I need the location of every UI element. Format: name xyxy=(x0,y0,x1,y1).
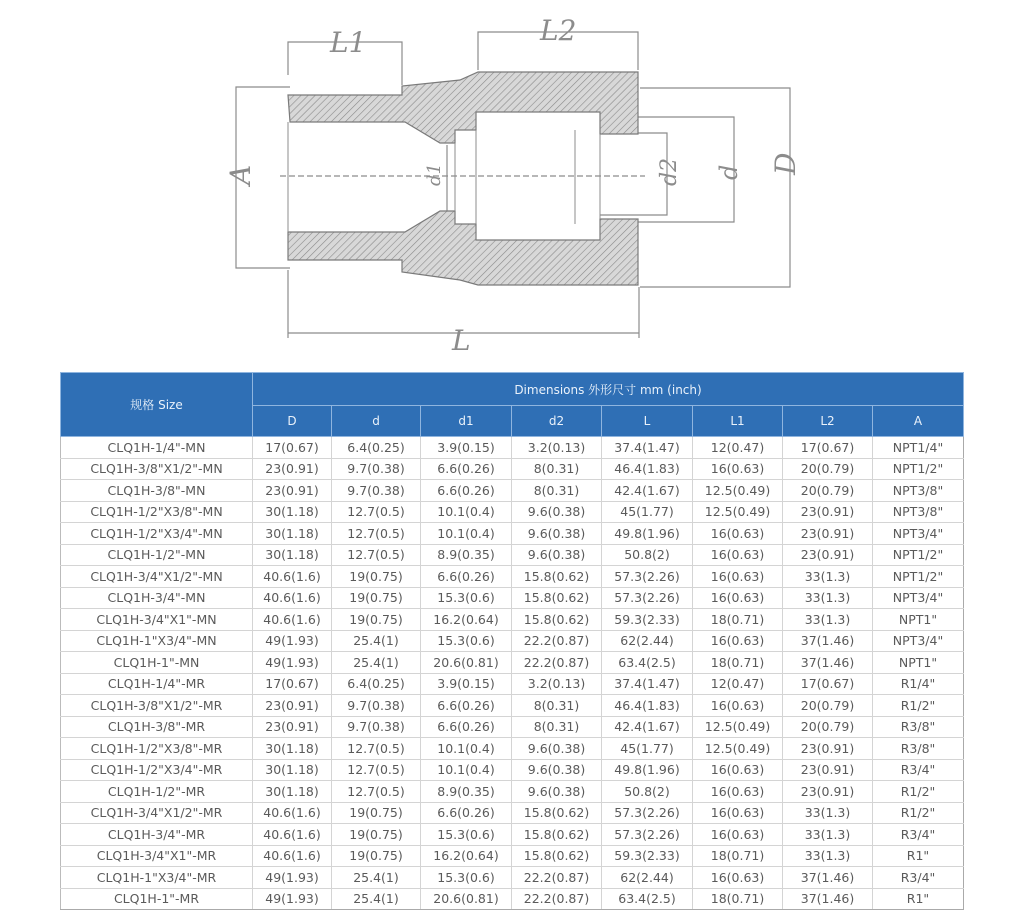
size-cell: CLQ1H-1"-MR xyxy=(61,888,253,910)
dimension-cell: 18(0.71) xyxy=(693,652,783,674)
dimension-cell: 9.6(0.38) xyxy=(512,523,602,545)
dimension-cell: 3.2(0.13) xyxy=(512,673,602,695)
size-cell: CLQ1H-3/4"X1/2"-MN xyxy=(61,566,253,588)
dimension-cell: 20(0.79) xyxy=(783,695,873,717)
dimension-cell: 37(1.46) xyxy=(783,888,873,910)
dimension-cell: 23(0.91) xyxy=(253,480,332,502)
table-row xyxy=(61,437,964,459)
size-cell: CLQ1H-3/4"-MN xyxy=(61,587,253,609)
dimension-cell: 15.8(0.62) xyxy=(512,587,602,609)
dimension-cell: R3/4" xyxy=(873,759,964,781)
dimension-cell: 30(1.18) xyxy=(253,738,332,760)
dimension-cell: 15.3(0.6) xyxy=(421,587,512,609)
dimension-cell: R3/8" xyxy=(873,716,964,738)
dimension-cell: 19(0.75) xyxy=(332,587,421,609)
dimension-cell: 16(0.63) xyxy=(693,458,783,480)
dimension-cell: 16(0.63) xyxy=(693,802,783,824)
size-cell: CLQ1H-1"X3/4"-MR xyxy=(61,867,253,889)
dimension-cell: 6.6(0.26) xyxy=(421,802,512,824)
dimension-cell: 45(1.77) xyxy=(602,501,693,523)
dimension-cell: 12.7(0.5) xyxy=(332,501,421,523)
dimension-cell: NPT1/4" xyxy=(873,437,964,459)
dimension-cell: R3/4" xyxy=(873,824,964,846)
table-row xyxy=(61,802,964,824)
label-d1: d1 xyxy=(424,163,445,186)
dimension-cell: 57.3(2.26) xyxy=(602,824,693,846)
dimension-cell: 3.9(0.15) xyxy=(421,673,512,695)
dimension-cell: 12.7(0.5) xyxy=(332,738,421,760)
dimension-cell: 33(1.3) xyxy=(783,824,873,846)
dimension-cell: 30(1.18) xyxy=(253,781,332,803)
dimension-cell: 62(2.44) xyxy=(602,630,693,652)
dimension-cell: 20.6(0.81) xyxy=(421,652,512,674)
size-cell: CLQ1H-3/8"-MN xyxy=(61,480,253,502)
size-cell: CLQ1H-3/4"-MR xyxy=(61,824,253,846)
dimension-cell: 17(0.67) xyxy=(253,437,332,459)
column-header-d: D xyxy=(253,406,332,437)
dimension-cell: 18(0.71) xyxy=(693,609,783,631)
dimension-cell: 12(0.47) xyxy=(693,673,783,695)
dimension-cell: 15.8(0.62) xyxy=(512,845,602,867)
size-cell: CLQ1H-1/2"-MN xyxy=(61,544,253,566)
label-d: d xyxy=(715,164,743,180)
dimension-cell: 23(0.91) xyxy=(783,501,873,523)
dimension-cell: 12.5(0.49) xyxy=(693,738,783,760)
dimension-cell: 15.8(0.62) xyxy=(512,609,602,631)
dimension-cell: 37(1.46) xyxy=(783,630,873,652)
table-row xyxy=(61,609,964,631)
dimension-cell: 59.3(2.33) xyxy=(602,845,693,867)
dimension-cell: 33(1.3) xyxy=(783,845,873,867)
size-cell: CLQ1H-3/8"-MR xyxy=(61,716,253,738)
dimension-cell: 17(0.67) xyxy=(783,673,873,695)
dimension-cell: 50.8(2) xyxy=(602,544,693,566)
dimension-cell: 9.6(0.38) xyxy=(512,781,602,803)
dimension-cell: NPT1/2" xyxy=(873,458,964,480)
dimension-cell: R1/2" xyxy=(873,781,964,803)
dimension-cell: 10.1(0.4) xyxy=(421,523,512,545)
dimension-cell: 33(1.3) xyxy=(783,587,873,609)
column-header-l: L xyxy=(602,406,693,437)
dimensions-group-header: Dimensions 外形尺寸 mm (inch) xyxy=(253,373,964,406)
dimension-cell: 59.3(2.33) xyxy=(602,609,693,631)
dimension-cell: 9.6(0.38) xyxy=(512,759,602,781)
dimension-cell: 16.2(0.64) xyxy=(421,845,512,867)
dimension-cell: 15.3(0.6) xyxy=(421,867,512,889)
dimension-cell: R1" xyxy=(873,888,964,910)
dimension-cell: 17(0.67) xyxy=(253,673,332,695)
table-row xyxy=(61,458,964,480)
dimension-cell: 22.2(0.87) xyxy=(512,888,602,910)
size-cell: CLQ1H-1/2"X3/4"-MN xyxy=(61,523,253,545)
dimension-cell: NPT1" xyxy=(873,609,964,631)
dimension-cell: 40.6(1.6) xyxy=(253,587,332,609)
dimension-cell: 9.6(0.38) xyxy=(512,501,602,523)
dimension-cell: 37(1.46) xyxy=(783,867,873,889)
dimension-cell: 8(0.31) xyxy=(512,716,602,738)
dimension-cell: 6.6(0.26) xyxy=(421,695,512,717)
label-L1: L1 xyxy=(330,26,367,59)
dimension-cell: 16(0.63) xyxy=(693,695,783,717)
dimension-cell: 9.7(0.38) xyxy=(332,480,421,502)
dimension-cell: NPT3/8" xyxy=(873,501,964,523)
table-row xyxy=(61,566,964,588)
dimension-cell: 42.4(1.67) xyxy=(602,716,693,738)
dimension-cell: 18(0.71) xyxy=(693,845,783,867)
dimension-cell: 19(0.75) xyxy=(332,824,421,846)
dimension-cell: 6.4(0.25) xyxy=(332,437,421,459)
dimension-cell: 30(1.18) xyxy=(253,501,332,523)
dimension-cell: 16(0.63) xyxy=(693,630,783,652)
dimension-cell: 33(1.3) xyxy=(783,609,873,631)
dimension-cell: 49(1.93) xyxy=(253,888,332,910)
dimension-cell: 10.1(0.4) xyxy=(421,759,512,781)
dimension-cell: 19(0.75) xyxy=(332,566,421,588)
dimension-cell: 42.4(1.67) xyxy=(602,480,693,502)
column-header-a: A xyxy=(873,406,964,437)
dimension-cell: R1" xyxy=(873,845,964,867)
table-row xyxy=(61,695,964,717)
dimension-cell: 10.1(0.4) xyxy=(421,738,512,760)
dimension-cell: NPT3/8" xyxy=(873,480,964,502)
dimension-cell: R3/8" xyxy=(873,738,964,760)
dimension-cell: 8(0.31) xyxy=(512,480,602,502)
dimension-cell: 23(0.91) xyxy=(253,695,332,717)
table-row xyxy=(61,652,964,674)
table-row xyxy=(61,888,964,910)
dimension-cell: 23(0.91) xyxy=(783,781,873,803)
dimension-cell: NPT3/4" xyxy=(873,630,964,652)
dimension-cell: 46.4(1.83) xyxy=(602,695,693,717)
dimension-cell: 23(0.91) xyxy=(783,759,873,781)
dimension-cell: 40.6(1.6) xyxy=(253,566,332,588)
dimension-cell: 9.7(0.38) xyxy=(332,716,421,738)
dimension-cell: 63.4(2.5) xyxy=(602,888,693,910)
dimension-cell: 15.8(0.62) xyxy=(512,802,602,824)
column-header-d2: d2 xyxy=(512,406,602,437)
dimension-cell: 16.2(0.64) xyxy=(421,609,512,631)
dimension-cell: 19(0.75) xyxy=(332,802,421,824)
dimension-cell: NPT1/2" xyxy=(873,544,964,566)
dimension-cell: 49.8(1.96) xyxy=(602,759,693,781)
label-D: D xyxy=(769,152,802,175)
dimension-cell: 33(1.3) xyxy=(783,566,873,588)
dimension-cell: NPT1/2" xyxy=(873,566,964,588)
dimension-cell: 30(1.18) xyxy=(253,544,332,566)
table-row xyxy=(61,759,964,781)
dimension-cell: 16(0.63) xyxy=(693,759,783,781)
dimension-cell: NPT1" xyxy=(873,652,964,674)
table-row xyxy=(61,824,964,846)
dimension-cell: 15.3(0.6) xyxy=(421,630,512,652)
dimension-cell: 3.9(0.15) xyxy=(421,437,512,459)
dimension-cell: 37(1.46) xyxy=(783,652,873,674)
dimension-cell: 23(0.91) xyxy=(783,544,873,566)
dimension-cell: R3/4" xyxy=(873,867,964,889)
dimension-cell: 9.6(0.38) xyxy=(512,738,602,760)
dimension-cell: 22.2(0.87) xyxy=(512,867,602,889)
dimension-cell: 12.7(0.5) xyxy=(332,781,421,803)
dimension-cell: 30(1.18) xyxy=(253,523,332,545)
size-cell: CLQ1H-3/4"X1"-MN xyxy=(61,609,253,631)
table-row xyxy=(61,781,964,803)
dimension-cell: R1/2" xyxy=(873,802,964,824)
dimension-cell: 3.2(0.13) xyxy=(512,437,602,459)
dimension-cell: 40.6(1.6) xyxy=(253,609,332,631)
dimension-cell: 49(1.93) xyxy=(253,867,332,889)
dimension-cell: 33(1.3) xyxy=(783,802,873,824)
fitting-cross-section-drawing xyxy=(0,0,1024,360)
dimension-cell: 57.3(2.26) xyxy=(602,566,693,588)
dimension-cell: 18(0.71) xyxy=(693,888,783,910)
dimension-cell: 16(0.63) xyxy=(693,824,783,846)
dimension-cell: 16(0.63) xyxy=(693,544,783,566)
table-row xyxy=(61,716,964,738)
dimension-cell: 40.6(1.6) xyxy=(253,824,332,846)
dimension-cell: 23(0.91) xyxy=(253,458,332,480)
dimension-cell: 19(0.75) xyxy=(332,609,421,631)
dimension-cell: 50.8(2) xyxy=(602,781,693,803)
dimension-cell: NPT3/4" xyxy=(873,523,964,545)
column-header-l2: L2 xyxy=(783,406,873,437)
dimension-cell: 63.4(2.5) xyxy=(602,652,693,674)
dimension-cell: 10.1(0.4) xyxy=(421,501,512,523)
table-row xyxy=(61,867,964,889)
table-row xyxy=(61,587,964,609)
dimension-cell: 12.7(0.5) xyxy=(332,759,421,781)
dimension-cell: 49(1.93) xyxy=(253,630,332,652)
dimension-cell: 6.6(0.26) xyxy=(421,716,512,738)
table-row xyxy=(61,544,964,566)
dimension-cell: 20(0.79) xyxy=(783,716,873,738)
dimension-cell: 9.6(0.38) xyxy=(512,544,602,566)
label-d2: d2 xyxy=(657,157,682,186)
dimension-cell: 40.6(1.6) xyxy=(253,802,332,824)
dimension-cell: 12.5(0.49) xyxy=(693,480,783,502)
dimension-cell: 20(0.79) xyxy=(783,480,873,502)
table-row xyxy=(61,501,964,523)
dimension-cell: 57.3(2.26) xyxy=(602,802,693,824)
table-row xyxy=(61,480,964,502)
dimension-cell: 49.8(1.96) xyxy=(602,523,693,545)
dimension-cell: 20.6(0.81) xyxy=(421,888,512,910)
dimension-cell: 23(0.91) xyxy=(783,738,873,760)
dimension-cell: 49(1.93) xyxy=(253,652,332,674)
label-A: A xyxy=(224,164,257,185)
size-cell: CLQ1H-1/4"-MN xyxy=(61,437,253,459)
dimension-cell: 6.4(0.25) xyxy=(332,673,421,695)
dimension-cell: 12.5(0.49) xyxy=(693,501,783,523)
dimension-cell: 6.6(0.26) xyxy=(421,480,512,502)
dimension-cell: 15.8(0.62) xyxy=(512,824,602,846)
size-cell: CLQ1H-3/8"X1/2"-MN xyxy=(61,458,253,480)
dimension-cell: 25.4(1) xyxy=(332,888,421,910)
dimension-cell: 22.2(0.87) xyxy=(512,652,602,674)
dimension-cell: 16(0.63) xyxy=(693,587,783,609)
table-row xyxy=(61,738,964,760)
label-L: L xyxy=(452,324,471,357)
dimension-cell: 8(0.31) xyxy=(512,695,602,717)
dimension-cell: 23(0.91) xyxy=(253,716,332,738)
label-L2: L2 xyxy=(540,14,577,47)
size-cell: CLQ1H-1/2"X3/8"-MN xyxy=(61,501,253,523)
column-header-l1: L1 xyxy=(693,406,783,437)
dimension-cell: 23(0.91) xyxy=(783,523,873,545)
dimension-cell: 16(0.63) xyxy=(693,523,783,545)
dimension-cell: 37.4(1.47) xyxy=(602,437,693,459)
table-row xyxy=(61,845,964,867)
dimension-cell: NPT3/4" xyxy=(873,587,964,609)
dimension-cell: 22.2(0.87) xyxy=(512,630,602,652)
dimension-cell: 12.7(0.5) xyxy=(332,544,421,566)
dimension-cell: 17(0.67) xyxy=(783,437,873,459)
dimension-cell: 16(0.63) xyxy=(693,867,783,889)
size-cell: CLQ1H-1"X3/4"-MN xyxy=(61,630,253,652)
dimension-cell: 9.7(0.38) xyxy=(332,695,421,717)
dimension-cell: 6.6(0.26) xyxy=(421,566,512,588)
dimension-cell: 16(0.63) xyxy=(693,566,783,588)
dimensions-table xyxy=(60,372,964,910)
dimension-cell: 12(0.47) xyxy=(693,437,783,459)
size-cell: CLQ1H-1"-MN xyxy=(61,652,253,674)
dimension-cell: 20(0.79) xyxy=(783,458,873,480)
dimension-cell: 16(0.63) xyxy=(693,781,783,803)
dimension-cell: 62(2.44) xyxy=(602,867,693,889)
dimension-cell: R1/2" xyxy=(873,695,964,717)
dimension-cell: 8.9(0.35) xyxy=(421,781,512,803)
dimension-cell: 25.4(1) xyxy=(332,867,421,889)
dimension-cell: 8(0.31) xyxy=(512,458,602,480)
dimension-cell: 19(0.75) xyxy=(332,845,421,867)
size-cell: CLQ1H-1/4"-MR xyxy=(61,673,253,695)
dimension-cell: 12.5(0.49) xyxy=(693,716,783,738)
dimension-cell: 40.6(1.6) xyxy=(253,845,332,867)
dimension-cell: 8.9(0.35) xyxy=(421,544,512,566)
dimension-cell: 25.4(1) xyxy=(332,630,421,652)
size-cell: CLQ1H-1/2"X3/4"-MR xyxy=(61,759,253,781)
dimension-cell: 6.6(0.26) xyxy=(421,458,512,480)
dimension-cell: 15.3(0.6) xyxy=(421,824,512,846)
column-header-d: d xyxy=(332,406,421,437)
column-header-d1: d1 xyxy=(421,406,512,437)
dimension-cell: R1/4" xyxy=(873,673,964,695)
size-cell: CLQ1H-3/4"X1/2"-MR xyxy=(61,802,253,824)
dimension-cell: 9.7(0.38) xyxy=(332,458,421,480)
dimension-cell: 37.4(1.47) xyxy=(602,673,693,695)
dimension-cell: 15.8(0.62) xyxy=(512,566,602,588)
table-row xyxy=(61,673,964,695)
table-row xyxy=(61,523,964,545)
size-cell: CLQ1H-1/2"X3/8"-MR xyxy=(61,738,253,760)
dimension-cell: 30(1.18) xyxy=(253,759,332,781)
dimension-cell: 45(1.77) xyxy=(602,738,693,760)
dimension-cell: 46.4(1.83) xyxy=(602,458,693,480)
dimension-cell: 57.3(2.26) xyxy=(602,587,693,609)
dimension-cell: 25.4(1) xyxy=(332,652,421,674)
dimension-cell: 12.7(0.5) xyxy=(332,523,421,545)
size-cell: CLQ1H-3/8"X1/2"-MR xyxy=(61,695,253,717)
table-row xyxy=(61,630,964,652)
size-cell: CLQ1H-1/2"-MR xyxy=(61,781,253,803)
size-column-header: 规格 Size xyxy=(61,373,253,437)
size-cell: CLQ1H-3/4"X1"-MR xyxy=(61,845,253,867)
